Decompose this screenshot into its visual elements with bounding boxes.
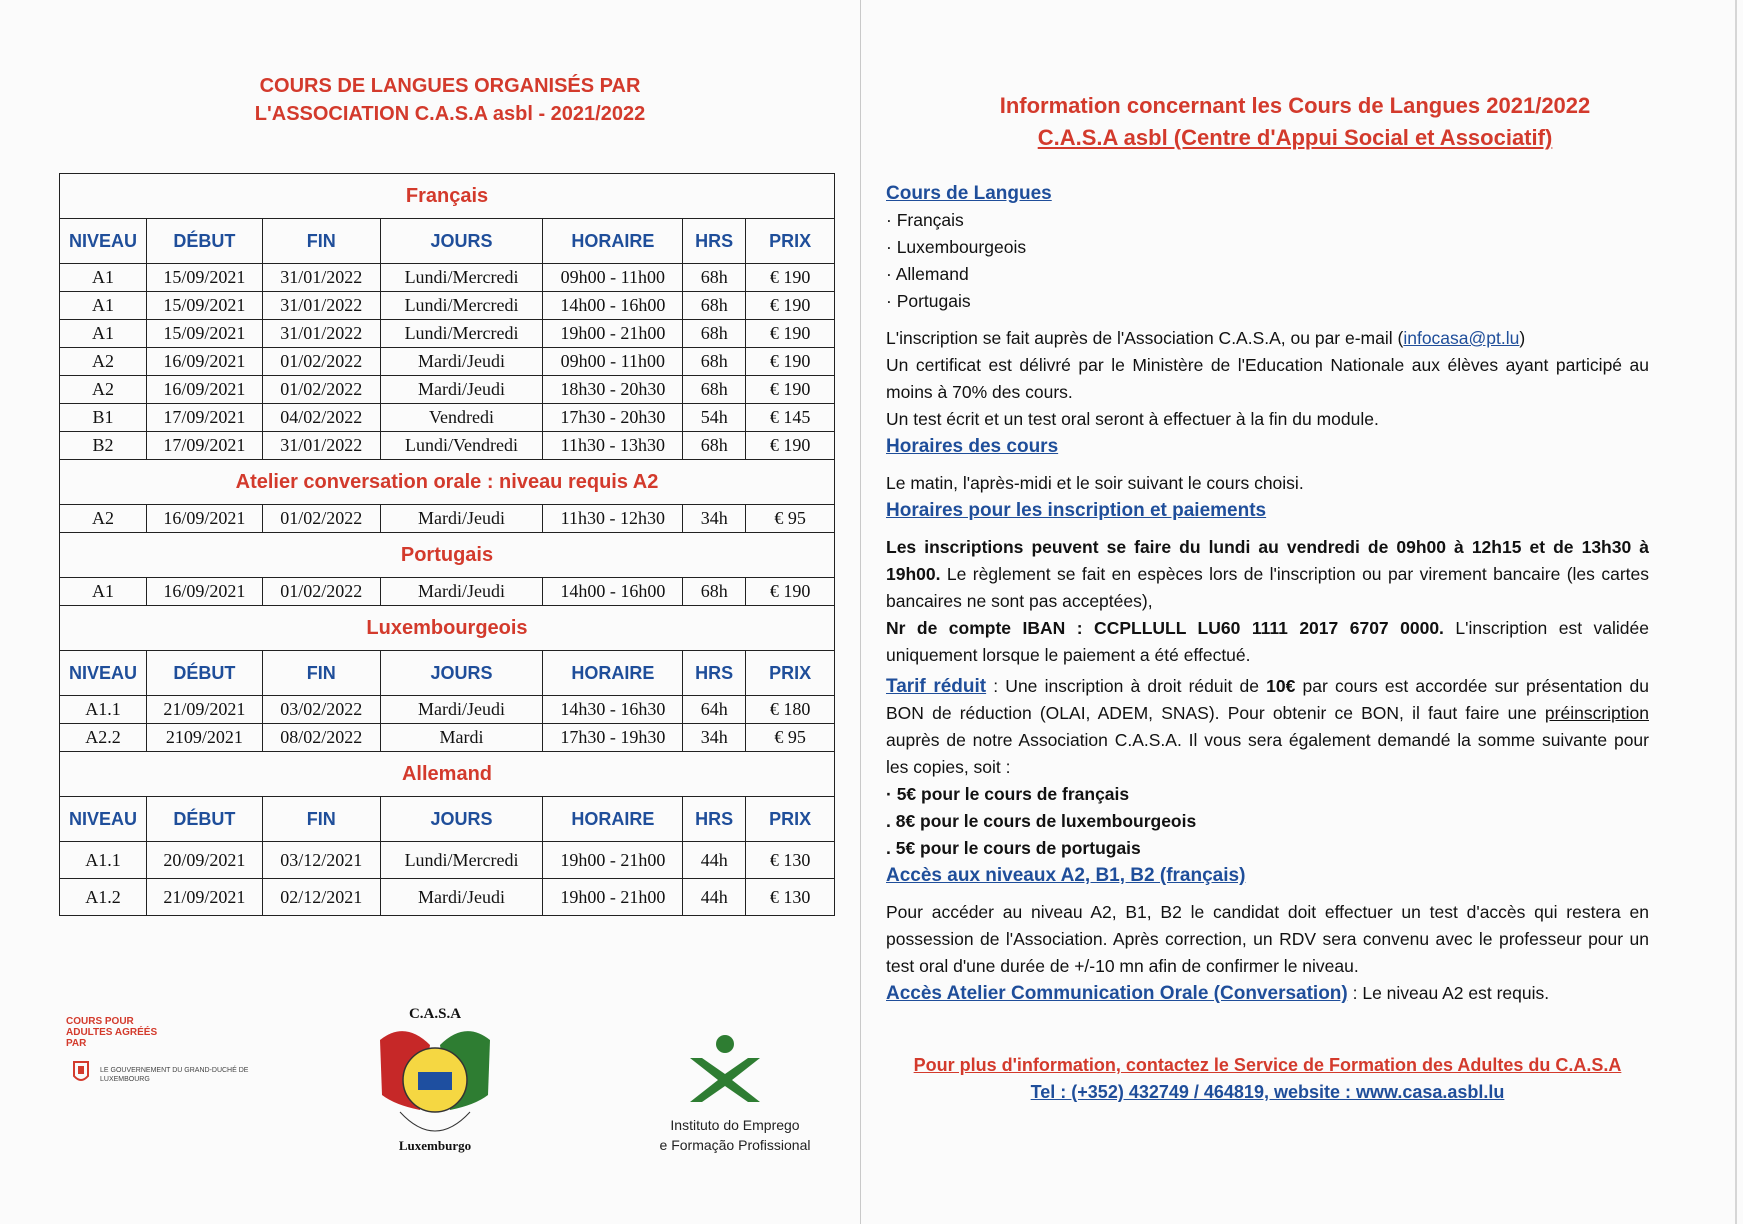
table-cell: 01/02/2022 xyxy=(262,578,380,606)
section-title-row xyxy=(60,606,835,651)
lux-lion-icon xyxy=(70,1058,92,1086)
table-cell: € 95 xyxy=(746,505,835,533)
column-header: PRIX xyxy=(746,219,835,264)
table-cell: 34h xyxy=(683,724,746,752)
logos-area xyxy=(60,1000,840,1180)
table-row xyxy=(60,292,835,320)
right-title-line2: C.A.S.A asbl (Centre d'Appui Social et Associatif) xyxy=(1037,125,1553,150)
language-item: · Français xyxy=(886,210,964,230)
inscription-text xyxy=(886,325,1649,352)
table-cell: Vendredi xyxy=(380,404,543,432)
iefp-logo-icon xyxy=(680,1030,770,1110)
paiements-bold: Les inscriptions peuvent se faire du lundi au vendredi de 09h00 à 12h15 et de 13h30 à 19h00. xyxy=(886,537,1649,584)
table-cell: 18h30 - 20h30 xyxy=(543,376,683,404)
table-cell: 03/12/2021 xyxy=(262,842,380,879)
lux-accreditation-text: COURS POUR ADULTES AGRÉÉS PAR xyxy=(66,1016,158,1049)
table-row xyxy=(60,842,835,879)
table-cell: 15/09/2021 xyxy=(146,320,262,348)
table-cell: 64h xyxy=(683,696,746,724)
iban-normal: L'inscription est validée uniquement lorsque le paiement a été effectué. xyxy=(886,618,1649,665)
contact-block xyxy=(886,1052,1649,1106)
inscription-pre: L'inscription se fait auprès de l'Association C.A.S.A, ou par e-mail ( xyxy=(886,328,1404,348)
table-cell: A1 xyxy=(60,578,147,606)
page-edge xyxy=(1735,0,1737,1224)
table-row xyxy=(60,696,835,724)
table-cell: 17/09/2021 xyxy=(146,404,262,432)
atelier-heading: Accès Atelier Communication Orale (Conversation) xyxy=(886,983,1348,1004)
paiements-text xyxy=(886,534,1649,615)
table-cell: A2 xyxy=(60,505,147,533)
table-cell: A1 xyxy=(60,264,147,292)
section-title: Allemand xyxy=(60,752,835,797)
column-header: DÉBUT xyxy=(146,797,262,842)
table-cell: Mardi/Jeudi xyxy=(380,348,543,376)
table-cell: Mardi/Jeudi xyxy=(380,879,543,916)
tarif-text2: par cours est accordée sur présentation du BON de réduction (OLAI, ADEM, SNAS). Pour obtenir ce BON, il faut faire une xyxy=(886,676,1649,723)
header-row xyxy=(60,797,835,842)
table-cell: 68h xyxy=(683,578,746,606)
column-header: FIN xyxy=(262,219,380,264)
left-title-line2: L'ASSOCIATION C.A.S.A asbl - 2021/2022 xyxy=(254,103,646,125)
table-cell: 68h xyxy=(683,320,746,348)
table-cell: B2 xyxy=(60,432,147,460)
column-header: PRIX xyxy=(746,797,835,842)
table-row xyxy=(60,348,835,376)
table-cell: Lundi/Mercredi xyxy=(380,264,543,292)
column-header: HRS xyxy=(683,651,746,696)
iban-bold: Nr de compte IBAN : CCPLLULL LU60 1111 2017 6707 0000. xyxy=(886,618,1444,638)
table-cell: A1.1 xyxy=(60,842,147,879)
section-title-row xyxy=(60,174,835,219)
casa-logo-icon xyxy=(360,1000,510,1170)
table-cell: 68h xyxy=(683,264,746,292)
left-title xyxy=(60,72,840,128)
table-cell: 31/01/2022 xyxy=(262,432,380,460)
tarif-heading: Tarif réduit xyxy=(886,676,987,697)
section-title-row xyxy=(60,460,835,505)
section-title: Portugais xyxy=(60,533,835,578)
certificat-text: Un certificat est délivré par le Ministère de l'Education Nationale aux élèves ayant participé au moins à 70% des cours. xyxy=(886,355,1649,402)
acces-heading: Accès aux niveaux A2, B1, B2 (français) xyxy=(886,865,1246,886)
table-cell: 15/09/2021 xyxy=(146,292,262,320)
table-cell: 68h xyxy=(683,292,746,320)
table-cell: 16/09/2021 xyxy=(146,578,262,606)
table-cell: 08/02/2022 xyxy=(262,724,380,752)
table-cell: 16/09/2021 xyxy=(146,376,262,404)
table-row xyxy=(60,376,835,404)
table-cell: 14h00 - 16h00 xyxy=(543,292,683,320)
table-cell: Lundi/Mercredi xyxy=(380,842,543,879)
email-link[interactable]: infocasa@pt.lu xyxy=(1403,328,1520,348)
table-cell: Mardi/Jeudi xyxy=(380,376,543,404)
table-cell: 14h30 - 16h30 xyxy=(543,696,683,724)
section-title: Luxembourgeois xyxy=(60,606,835,651)
table-row xyxy=(60,432,835,460)
table-cell: 31/01/2022 xyxy=(262,264,380,292)
table-cell: 34h xyxy=(683,505,746,533)
table-cell: € 190 xyxy=(746,432,835,460)
courses-table-body xyxy=(60,174,835,916)
column-header: HRS xyxy=(683,797,746,842)
table-cell: 09h00 - 11h00 xyxy=(543,348,683,376)
copies-item: · 5€ pour le cours de français xyxy=(886,784,1130,804)
column-header: HRS xyxy=(683,219,746,264)
courses-table xyxy=(59,173,835,916)
iban-text xyxy=(886,615,1649,669)
table-cell: 14h00 - 16h00 xyxy=(543,578,683,606)
contact-line2[interactable]: Tel : (+352) 432749 / 464819, website : www.casa.asbl.lu xyxy=(1030,1082,1505,1102)
table-cell: € 130 xyxy=(746,842,835,879)
language-item: · Allemand xyxy=(886,264,969,284)
header-row xyxy=(60,651,835,696)
table-cell: A1.2 xyxy=(60,879,147,916)
table-cell: 19h00 - 21h00 xyxy=(543,842,683,879)
table-cell: 16/09/2021 xyxy=(146,348,262,376)
table-cell: Mardi/Jeudi xyxy=(380,696,543,724)
table-cell: Lundi/Mercredi xyxy=(380,320,543,348)
table-cell: Mardi/Jeudi xyxy=(380,578,543,606)
table-cell: Mardi xyxy=(380,724,543,752)
table-row xyxy=(60,505,835,533)
copies-item: . 8€ pour le cours de luxembourgeois xyxy=(886,811,1197,831)
copies-item: . 5€ pour le cours de portugais xyxy=(886,838,1141,858)
table-cell: 44h xyxy=(683,879,746,916)
section-title-row xyxy=(60,752,835,797)
column-header: FIN xyxy=(262,651,380,696)
tarif-preinscription: préinscription xyxy=(1544,703,1649,723)
paiements-normal: Le règlement se fait en espèces lors de l'inscription ou par virement bancaire (les cartes bancaires ne sont pas acceptées), xyxy=(886,564,1649,611)
horaires-text: Le matin, l'après-midi et le soir suivant le cours choisi. xyxy=(886,473,1304,493)
right-content xyxy=(886,180,1649,1007)
table-cell: A1 xyxy=(60,320,147,348)
column-header: PRIX xyxy=(746,651,835,696)
table-cell: 11h30 - 13h30 xyxy=(543,432,683,460)
table-cell: 20/09/2021 xyxy=(146,842,262,879)
table-cell: A1 xyxy=(60,292,147,320)
table-cell: € 145 xyxy=(746,404,835,432)
table-row xyxy=(60,404,835,432)
column-header: NIVEAU xyxy=(60,651,147,696)
page-fold xyxy=(860,0,861,1224)
test-text: Un test écrit et un test oral seront à effectuer à la fin du module. xyxy=(886,409,1379,429)
column-header: NIVEAU xyxy=(60,797,147,842)
section-title: Atelier conversation orale : niveau requis A2 xyxy=(60,460,835,505)
section-title: Français xyxy=(60,174,835,219)
table-cell: 01/02/2022 xyxy=(262,505,380,533)
atelier-access xyxy=(886,980,1649,1007)
right-title-line1: Information concernant les Cours de Langues 2021/2022 xyxy=(999,93,1591,118)
column-header: JOURS xyxy=(380,797,543,842)
column-header: JOURS xyxy=(380,651,543,696)
table-cell: A2 xyxy=(60,376,147,404)
tarif-text3: auprès de notre Association C.A.S.A. Il vous sera également demandé la somme suivante pour les copies, soit : xyxy=(886,730,1649,777)
iefp-text xyxy=(640,1115,830,1155)
table-cell: 68h xyxy=(683,376,746,404)
tarif-text1: : Une inscription à droit réduit de xyxy=(986,676,1267,696)
language-item: · Luxembourgeois xyxy=(886,237,1027,257)
table-row xyxy=(60,264,835,292)
column-header: NIVEAU xyxy=(60,219,147,264)
table-cell: 21/09/2021 xyxy=(146,696,262,724)
section-title-row xyxy=(60,533,835,578)
table-cell: 01/02/2022 xyxy=(262,376,380,404)
table-cell: 31/01/2022 xyxy=(262,292,380,320)
left-title-line1: COURS DE LANGUES ORGANISÉS PAR xyxy=(259,75,641,97)
casa-logo-top: C.A.S.A xyxy=(408,1006,462,1022)
paiements-heading: Horaires pour les inscription et paiements xyxy=(886,500,1267,521)
table-cell: Mardi/Jeudi xyxy=(380,505,543,533)
table-cell: 17h30 - 20h30 xyxy=(543,404,683,432)
table-cell: € 190 xyxy=(746,292,835,320)
table-cell: 68h xyxy=(683,348,746,376)
contact-line1: Pour plus d'information, contactez le Service de Formation des Adultes du C.A.S.A xyxy=(913,1055,1622,1075)
column-header: FIN xyxy=(262,797,380,842)
table-cell: Lundi/Mercredi xyxy=(380,292,543,320)
column-header: JOURS xyxy=(380,219,543,264)
table-row xyxy=(60,320,835,348)
inscription-post: ) xyxy=(1519,328,1526,348)
table-cell: € 95 xyxy=(746,724,835,752)
table-cell: 54h xyxy=(683,404,746,432)
table-cell: € 130 xyxy=(746,879,835,916)
header-row xyxy=(60,219,835,264)
table-cell: 11h30 - 12h30 xyxy=(543,505,683,533)
table-cell: 19h00 - 21h00 xyxy=(543,879,683,916)
table-cell: € 190 xyxy=(746,578,835,606)
acces-text: Pour accéder au niveau A2, B1, B2 le candidat doit effectuer un test d'accès qui restera en possession de l'Association. Après correction, un RDV sera convenu avec le professeur pour un test oral d'une durée de +/-10 mn afin de confirmer le niveau. xyxy=(886,902,1649,976)
tarif-amount: 10€ xyxy=(1266,676,1296,696)
table-row xyxy=(60,578,835,606)
table-cell: 04/02/2022 xyxy=(262,404,380,432)
table-cell: 17/09/2021 xyxy=(146,432,262,460)
language-item: · Portugais xyxy=(886,291,971,311)
table-cell: 19h00 - 21h00 xyxy=(543,320,683,348)
right-title xyxy=(900,90,1690,154)
iefp-line1: Instituto do Emprego xyxy=(670,1117,800,1133)
atelier-text: : Le niveau A2 est requis. xyxy=(1347,983,1550,1003)
table-row xyxy=(60,724,835,752)
table-cell: 09h00 - 11h00 xyxy=(543,264,683,292)
table-cell: B1 xyxy=(60,404,147,432)
table-cell: € 190 xyxy=(746,376,835,404)
lux-government-text: LE GOUVERNEMENT DU GRAND-DUCHÉ DE LUXEMBOURG xyxy=(100,1067,249,1083)
table-cell: 2109/2021 xyxy=(146,724,262,752)
table-row xyxy=(60,879,835,916)
table-cell: 21/09/2021 xyxy=(146,879,262,916)
table-cell: € 190 xyxy=(746,264,835,292)
table-cell: Lundi/Vendredi xyxy=(380,432,543,460)
column-header: HORAIRE xyxy=(543,651,683,696)
table-cell: € 180 xyxy=(746,696,835,724)
table-cell: 03/02/2022 xyxy=(262,696,380,724)
table-cell: € 190 xyxy=(746,348,835,376)
table-cell: 02/12/2021 xyxy=(262,879,380,916)
table-cell: A2 xyxy=(60,348,147,376)
table-cell: 01/02/2022 xyxy=(262,348,380,376)
iefp-line2: e Formação Profissional xyxy=(659,1137,811,1153)
column-header: DÉBUT xyxy=(146,219,262,264)
table-cell: 15/09/2021 xyxy=(146,264,262,292)
table-cell: 16/09/2021 xyxy=(146,505,262,533)
table-cell: 44h xyxy=(683,842,746,879)
table-cell: A1.1 xyxy=(60,696,147,724)
cours-heading: Cours de Langues xyxy=(886,183,1052,204)
table-cell: 68h xyxy=(683,432,746,460)
horaires-heading: Horaires des cours xyxy=(886,436,1059,457)
table-cell: € 190 xyxy=(746,320,835,348)
casa-logo-bottom: Luxemburgo xyxy=(398,1138,472,1153)
table-cell: 31/01/2022 xyxy=(262,320,380,348)
table-cell: A2.2 xyxy=(60,724,147,752)
column-header: HORAIRE xyxy=(543,797,683,842)
tarif-text xyxy=(886,673,1649,781)
table-cell: 17h30 - 19h30 xyxy=(543,724,683,752)
column-header: DÉBUT xyxy=(146,651,262,696)
column-header: HORAIRE xyxy=(543,219,683,264)
